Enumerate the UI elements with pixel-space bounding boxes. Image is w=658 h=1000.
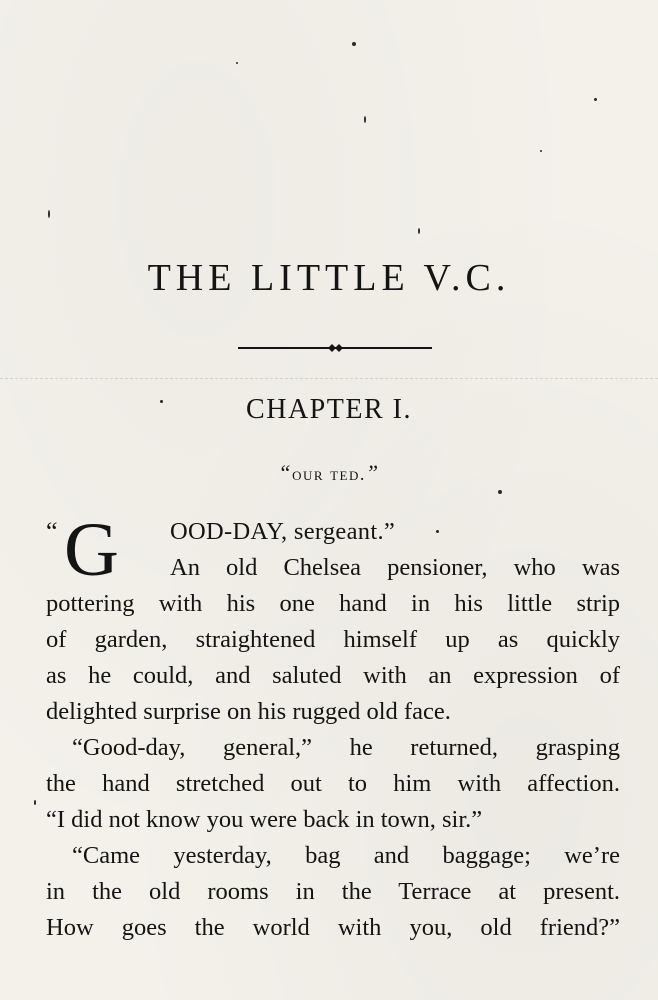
text-line: of garden, straightened himself up as quickly: [46, 626, 620, 653]
drop-cap-letter: G: [64, 508, 119, 592]
subtitle-close-quote: ”: [365, 460, 380, 485]
text-line: “Came yesterday, bag and baggage; we’re: [72, 842, 620, 869]
paper-speck: [364, 116, 366, 123]
paper-speck: [48, 210, 50, 218]
chapter-subtitle: [0, 460, 658, 486]
text-line: “I did not know you were back in town, sir.”: [46, 806, 483, 833]
paper-speck: [594, 98, 597, 101]
ornament-divider: [238, 340, 432, 356]
page-fold-line: [0, 378, 658, 379]
paper-speck: [418, 228, 420, 234]
opening-quote-mark: “: [46, 517, 58, 546]
text-line: the hand stretched out to him with affection.: [46, 770, 620, 797]
paper-speck: [498, 490, 502, 494]
paper-speck: [540, 150, 542, 152]
subtitle-open-quote: “: [278, 460, 293, 485]
chapter-body-text: [46, 508, 620, 946]
subtitle-text: our ted.: [292, 464, 366, 484]
paper-speck: [236, 62, 238, 64]
paper-speck: [352, 42, 356, 46]
paper-speck: [34, 800, 36, 805]
chapter-heading: CHAPTER I.: [246, 394, 412, 425]
text-line: pottering with his one hand in his little strip: [46, 590, 620, 617]
text-line: An old Chelsea pensioner, who was: [170, 554, 620, 581]
text-line: “Good-day, general,” he returned, grasping: [72, 734, 620, 761]
text-line: delighted surprise on his rugged old face.: [46, 698, 451, 725]
book-title: THE LITTLE V.C.: [147, 257, 511, 299]
opening-line-text: OOD-DAY, sergeant.”: [170, 518, 396, 545]
text-line: as he could, and saluted with an expression of: [46, 662, 620, 689]
text-line: in the old rooms in the Terrace at present.: [46, 878, 620, 905]
text-line: How goes the world with you, old friend?”: [46, 914, 620, 941]
